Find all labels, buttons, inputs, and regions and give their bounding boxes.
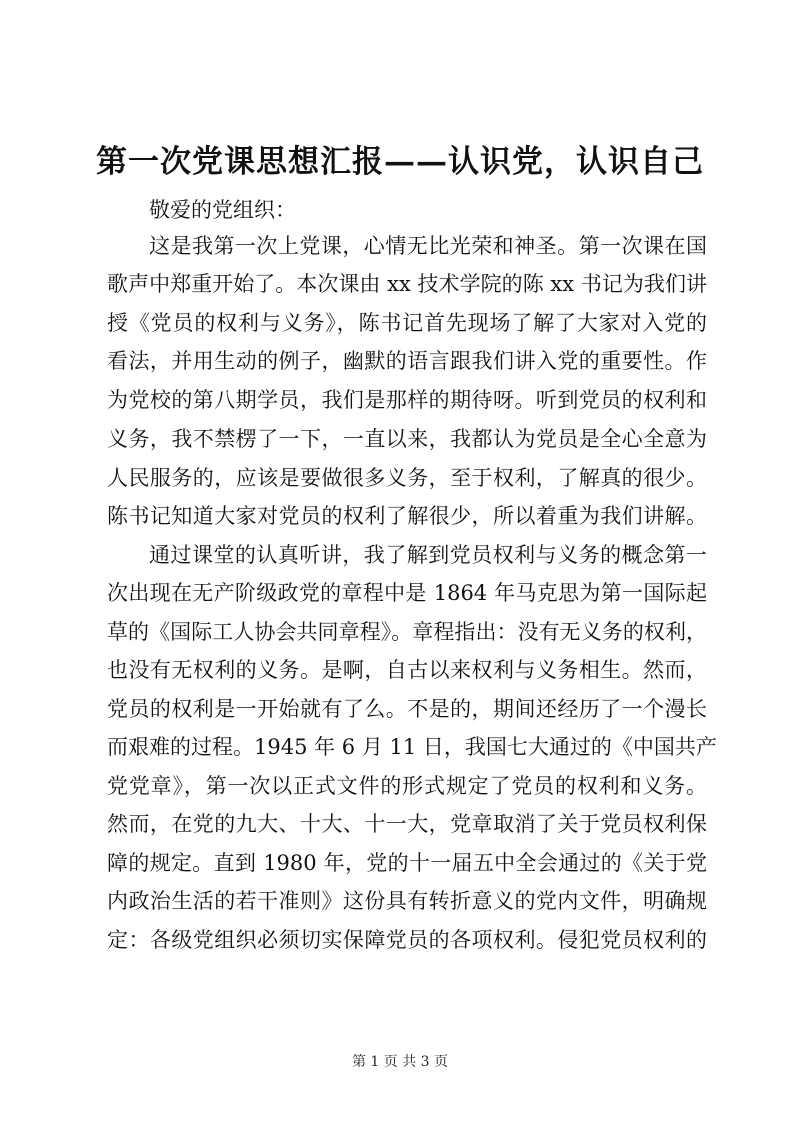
text-line: 义务，我不禁楞了一下，一直以来，我都认为党员是全心全意为 [107,427,707,451]
text-line: 歌声中郑重开始了。本次课由 xx 技术学院的陈 xx 书记为我们讲 [107,272,707,296]
salutation: 敬爱的党组织： [149,198,296,222]
text-line: 党员的权利是一开始就有了么。不是的，期间还经历了一个漫长 [107,697,707,721]
text-line: 次出现在无产阶级政党的章程中是 1864 年马克思为第一国际起 [107,581,707,605]
text-line: 人民服务的，应该是要做很多义务，至于权利，了解真的很少。 [107,466,707,490]
text-line: 授《党员的权利与义务》，陈书记首先现场了解了大家对入党的 [107,311,707,335]
text-line: 草的《国际工人协会共同章程》。章程指出：没有无义务的权利， [107,620,707,644]
document-title: 第一次党课思想汇报——认识党，认识自己 [96,144,704,180]
text-line: 为党校的第八期学员，我们是那样的期待呀。听到党员的权利和 [107,388,707,412]
text-line: 而艰难的过程。1945 年 6 月 11 日，我国七大通过的《中国共产 [107,735,717,759]
text-line: 也没有无权利的义务。是啊，自古以来权利与义务相生。然而， [107,658,707,682]
text-line: 党党章》，第一次以正式文件的形式规定了党员的权利和义务。 [107,774,707,798]
text-line: 然而，在党的九大、十大、十一大，党章取消了关于党员权利保 [107,812,707,836]
text-line: 看法，并用生动的例子，幽默的语言跟我们讲入党的重要性。作 [107,349,707,373]
text-line: 内政治生活的若干准则》这份具有转折意义的党内文件，明确规 [107,889,707,913]
text-line: 陈书记知道大家对党员的权利了解很少，所以着重为我们讲解。 [107,504,707,528]
text-line: 这是我第一次上党课，心情无比光荣和神圣。第一次课在国 [149,234,707,258]
text-line: 通过课堂的认真听讲，我了解到党员权利与义务的概念第一 [149,543,707,567]
text-line: 障的规定。直到 1980 年，党的十一届五中全会通过的《关于党 [107,851,707,875]
text-line: 定：各级党组织必须切实保障党员的各项权利。侵犯党员权利的 [107,928,707,952]
page-number: 第 1 页 共 3 页 [351,1054,449,1070]
